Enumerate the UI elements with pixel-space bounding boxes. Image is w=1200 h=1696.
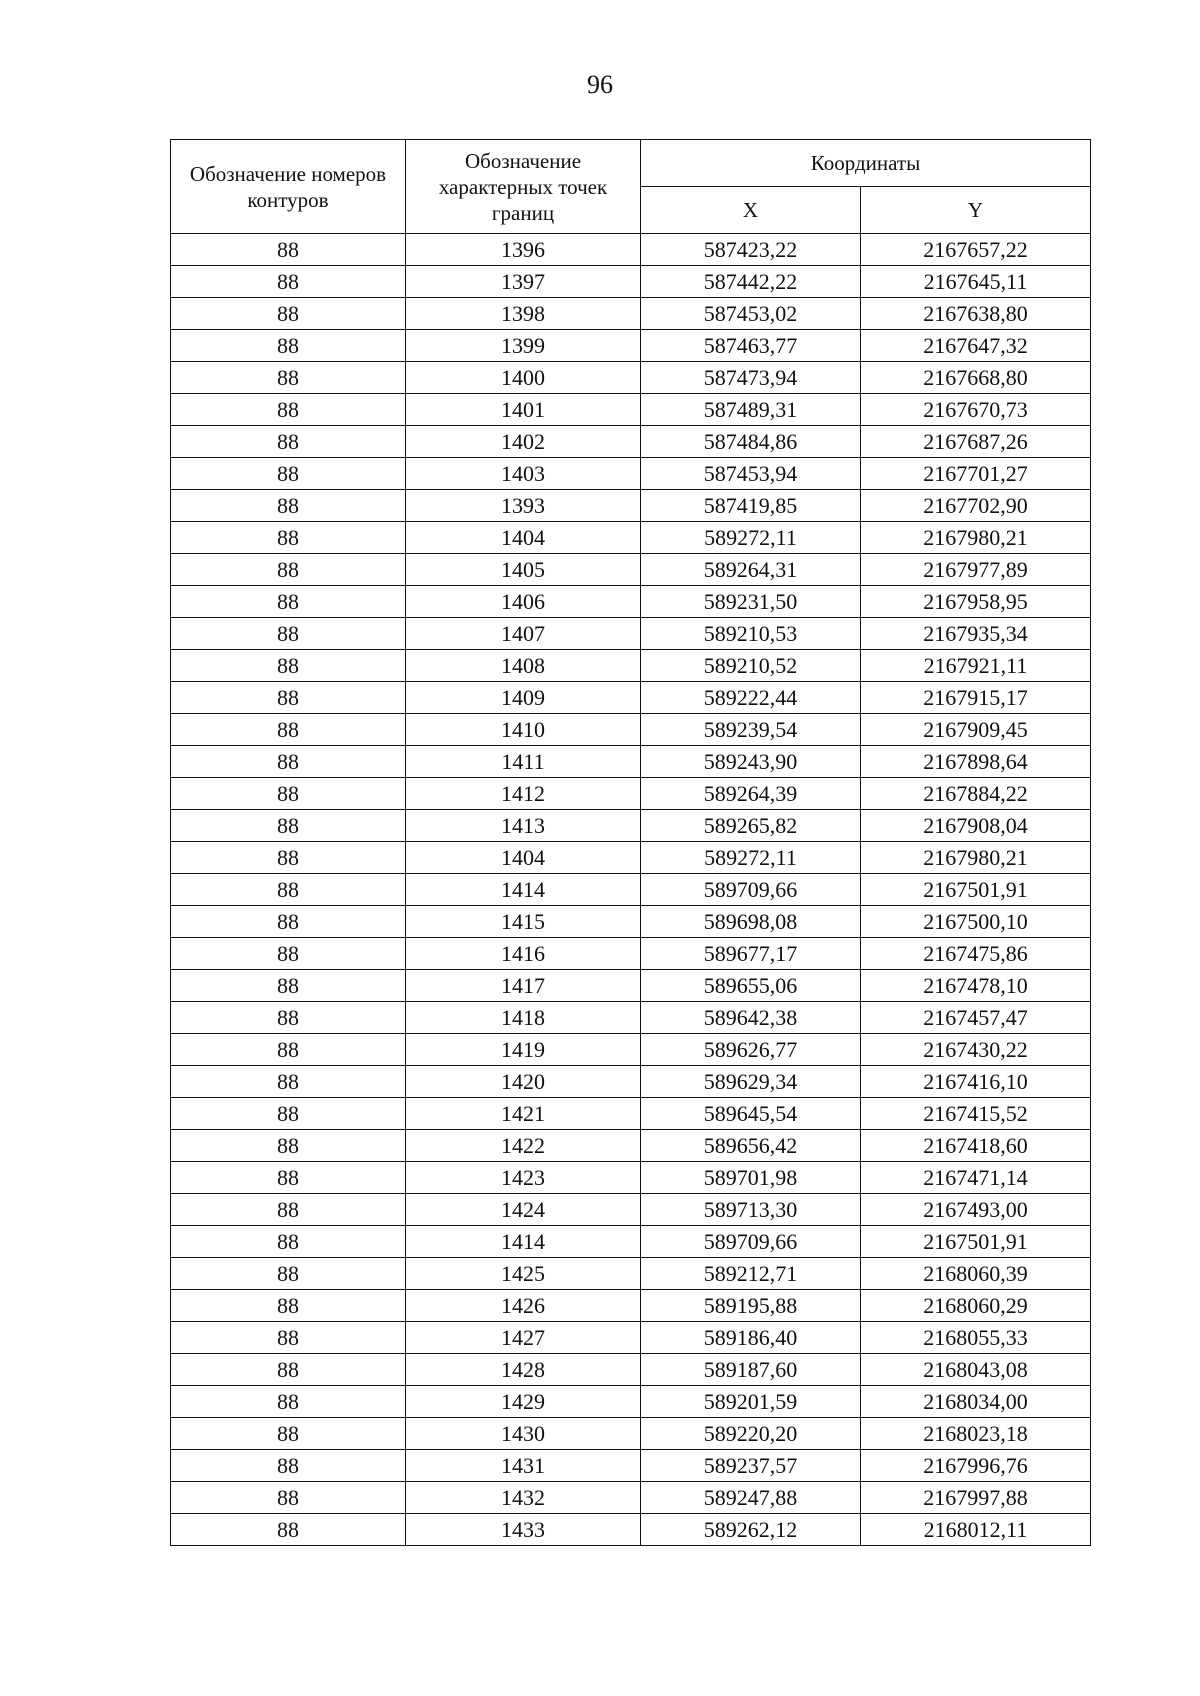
cell-contour-number: 88 xyxy=(171,1194,406,1226)
cell-y: 2167501,91 xyxy=(861,1226,1091,1258)
cell-y: 2167996,76 xyxy=(861,1450,1091,1482)
table-row xyxy=(171,1066,1091,1098)
cell-x: 589195,88 xyxy=(641,1290,861,1322)
cell-point-number: 1426 xyxy=(406,1290,641,1322)
cell-y: 2168034,00 xyxy=(861,1386,1091,1418)
cell-point-number: 1430 xyxy=(406,1418,641,1450)
table-body xyxy=(171,234,1091,1546)
table-row xyxy=(171,682,1091,714)
cell-x: 589642,38 xyxy=(641,1002,861,1034)
cell-y: 2167980,21 xyxy=(861,522,1091,554)
cell-point-number: 1432 xyxy=(406,1482,641,1514)
cell-contour-number: 88 xyxy=(171,970,406,1002)
cell-point-number: 1410 xyxy=(406,714,641,746)
table-row xyxy=(171,1194,1091,1226)
cell-y: 2167457,47 xyxy=(861,1002,1091,1034)
cell-point-number: 1411 xyxy=(406,746,641,778)
table-row xyxy=(171,1130,1091,1162)
table-row xyxy=(171,266,1091,298)
cell-point-number: 1423 xyxy=(406,1162,641,1194)
table-row xyxy=(171,330,1091,362)
cell-x: 589201,59 xyxy=(641,1386,861,1418)
cell-contour-number: 88 xyxy=(171,650,406,682)
cell-x: 589272,11 xyxy=(641,842,861,874)
cell-contour-number: 88 xyxy=(171,1514,406,1546)
cell-contour-number: 88 xyxy=(171,522,406,554)
cell-y: 2167647,32 xyxy=(861,330,1091,362)
cell-x: 589262,12 xyxy=(641,1514,861,1546)
table-row xyxy=(171,1290,1091,1322)
cell-contour-number: 88 xyxy=(171,1066,406,1098)
cell-y: 2167915,17 xyxy=(861,682,1091,714)
cell-x: 589264,39 xyxy=(641,778,861,810)
cell-point-number: 1433 xyxy=(406,1514,641,1546)
cell-contour-number: 88 xyxy=(171,1418,406,1450)
cell-x: 589655,06 xyxy=(641,970,861,1002)
cell-point-number: 1396 xyxy=(406,234,641,266)
cell-x: 589629,34 xyxy=(641,1066,861,1098)
cell-y: 2167701,27 xyxy=(861,458,1091,490)
cell-point-number: 1422 xyxy=(406,1130,641,1162)
cell-point-number: 1420 xyxy=(406,1066,641,1098)
cell-x: 589709,66 xyxy=(641,1226,861,1258)
table-row xyxy=(171,1514,1091,1546)
cell-point-number: 1397 xyxy=(406,266,641,298)
table-row xyxy=(171,1258,1091,1290)
cell-x: 589220,20 xyxy=(641,1418,861,1450)
cell-y: 2167884,22 xyxy=(861,778,1091,810)
table-row xyxy=(171,362,1091,394)
cell-contour-number: 88 xyxy=(171,1482,406,1514)
table-row xyxy=(171,522,1091,554)
cell-point-number: 1421 xyxy=(406,1098,641,1130)
cell-x: 589272,11 xyxy=(641,522,861,554)
table-row xyxy=(171,234,1091,266)
cell-x: 587423,22 xyxy=(641,234,861,266)
cell-point-number: 1405 xyxy=(406,554,641,586)
cell-x: 587489,31 xyxy=(641,394,861,426)
cell-point-number: 1414 xyxy=(406,1226,641,1258)
cell-x: 587463,77 xyxy=(641,330,861,362)
cell-x: 589210,52 xyxy=(641,650,861,682)
cell-y: 2168023,18 xyxy=(861,1418,1091,1450)
cell-point-number: 1424 xyxy=(406,1194,641,1226)
cell-contour-number: 88 xyxy=(171,1034,406,1066)
table-row xyxy=(171,618,1091,650)
table-row xyxy=(171,298,1091,330)
cell-y: 2167478,10 xyxy=(861,970,1091,1002)
table-row xyxy=(171,1162,1091,1194)
cell-contour-number: 88 xyxy=(171,298,406,330)
cell-contour-number: 88 xyxy=(171,586,406,618)
table-row xyxy=(171,906,1091,938)
cell-x: 589709,66 xyxy=(641,874,861,906)
cell-contour-number: 88 xyxy=(171,1162,406,1194)
cell-y: 2167909,45 xyxy=(861,714,1091,746)
cell-contour-number: 88 xyxy=(171,778,406,810)
cell-x: 589222,44 xyxy=(641,682,861,714)
cell-contour-number: 88 xyxy=(171,746,406,778)
cell-contour-number: 88 xyxy=(171,234,406,266)
cell-y: 2167475,86 xyxy=(861,938,1091,970)
header-y: Y xyxy=(861,187,1091,234)
cell-point-number: 1409 xyxy=(406,682,641,714)
cell-contour-number: 88 xyxy=(171,714,406,746)
cell-contour-number: 88 xyxy=(171,842,406,874)
cell-x: 589239,54 xyxy=(641,714,861,746)
cell-y: 2167415,52 xyxy=(861,1098,1091,1130)
cell-point-number: 1417 xyxy=(406,970,641,1002)
cell-y: 2168043,08 xyxy=(861,1354,1091,1386)
cell-x: 589677,17 xyxy=(641,938,861,970)
table-row xyxy=(171,650,1091,682)
cell-point-number: 1412 xyxy=(406,778,641,810)
cell-contour-number: 88 xyxy=(171,874,406,906)
cell-y: 2167668,80 xyxy=(861,362,1091,394)
cell-contour-number: 88 xyxy=(171,554,406,586)
table-row xyxy=(171,714,1091,746)
cell-point-number: 1393 xyxy=(406,490,641,522)
cell-contour-number: 88 xyxy=(171,490,406,522)
table-row xyxy=(171,810,1091,842)
cell-y: 2167418,60 xyxy=(861,1130,1091,1162)
cell-point-number: 1428 xyxy=(406,1354,641,1386)
cell-x: 589713,30 xyxy=(641,1194,861,1226)
page-number: 96 xyxy=(587,70,613,99)
table-row xyxy=(171,1418,1091,1450)
table-row xyxy=(171,1098,1091,1130)
cell-y: 2167980,21 xyxy=(861,842,1091,874)
cell-contour-number: 88 xyxy=(171,266,406,298)
cell-point-number: 1407 xyxy=(406,618,641,650)
table-row xyxy=(171,874,1091,906)
cell-x: 589264,31 xyxy=(641,554,861,586)
cell-y: 2167430,22 xyxy=(861,1034,1091,1066)
cell-y: 2167702,90 xyxy=(861,490,1091,522)
table-row xyxy=(171,554,1091,586)
cell-x: 589212,71 xyxy=(641,1258,861,1290)
cell-x: 589626,77 xyxy=(641,1034,861,1066)
cell-x: 589656,42 xyxy=(641,1130,861,1162)
table-row xyxy=(171,1450,1091,1482)
cell-x: 589231,50 xyxy=(641,586,861,618)
cell-contour-number: 88 xyxy=(171,362,406,394)
cell-y: 2167657,22 xyxy=(861,234,1091,266)
cell-point-number: 1404 xyxy=(406,522,641,554)
cell-contour-number: 88 xyxy=(171,1258,406,1290)
cell-point-number: 1413 xyxy=(406,810,641,842)
cell-y: 2167687,26 xyxy=(861,426,1091,458)
cell-x: 589186,40 xyxy=(641,1322,861,1354)
cell-point-number: 1400 xyxy=(406,362,641,394)
table-row xyxy=(171,426,1091,458)
cell-point-number: 1414 xyxy=(406,874,641,906)
table-row xyxy=(171,938,1091,970)
cell-x: 589210,53 xyxy=(641,618,861,650)
cell-point-number: 1427 xyxy=(406,1322,641,1354)
table-row xyxy=(171,1034,1091,1066)
cell-y: 2167977,89 xyxy=(861,554,1091,586)
cell-x: 589243,90 xyxy=(641,746,861,778)
cell-contour-number: 88 xyxy=(171,1098,406,1130)
cell-point-number: 1404 xyxy=(406,842,641,874)
cell-y: 2167898,64 xyxy=(861,746,1091,778)
cell-x: 587419,85 xyxy=(641,490,861,522)
cell-x: 589645,54 xyxy=(641,1098,861,1130)
header-x: X xyxy=(641,187,861,234)
cell-x: 589237,57 xyxy=(641,1450,861,1482)
cell-point-number: 1419 xyxy=(406,1034,641,1066)
cell-contour-number: 88 xyxy=(171,682,406,714)
cell-x: 589265,82 xyxy=(641,810,861,842)
table-row xyxy=(171,1002,1091,1034)
cell-x: 587453,94 xyxy=(641,458,861,490)
table-row xyxy=(171,1482,1091,1514)
table-row xyxy=(171,1322,1091,1354)
cell-x: 587442,22 xyxy=(641,266,861,298)
cell-contour-number: 88 xyxy=(171,426,406,458)
cell-y: 2167501,91 xyxy=(861,874,1091,906)
cell-point-number: 1415 xyxy=(406,906,641,938)
cell-y: 2167500,10 xyxy=(861,906,1091,938)
cell-x: 589247,88 xyxy=(641,1482,861,1514)
cell-y: 2167958,95 xyxy=(861,586,1091,618)
table-row xyxy=(171,586,1091,618)
cell-point-number: 1431 xyxy=(406,1450,641,1482)
cell-y: 2167921,11 xyxy=(861,650,1091,682)
cell-x: 587473,94 xyxy=(641,362,861,394)
cell-y: 2167471,14 xyxy=(861,1162,1091,1194)
cell-y: 2168012,11 xyxy=(861,1514,1091,1546)
cell-contour-number: 88 xyxy=(171,394,406,426)
cell-y: 2167416,10 xyxy=(861,1066,1091,1098)
cell-y: 2167638,80 xyxy=(861,298,1091,330)
cell-contour-number: 88 xyxy=(171,906,406,938)
table-header xyxy=(171,140,1091,234)
cell-contour-number: 88 xyxy=(171,1322,406,1354)
cell-y: 2167997,88 xyxy=(861,1482,1091,1514)
cell-point-number: 1402 xyxy=(406,426,641,458)
cell-point-number: 1418 xyxy=(406,1002,641,1034)
table-row xyxy=(171,1226,1091,1258)
table-row xyxy=(171,746,1091,778)
cell-point-number: 1399 xyxy=(406,330,641,362)
cell-point-number: 1416 xyxy=(406,938,641,970)
table-row xyxy=(171,490,1091,522)
table-row xyxy=(171,842,1091,874)
cell-contour-number: 88 xyxy=(171,1290,406,1322)
header-contour-number: Обозначение номеров контуров xyxy=(171,140,406,234)
cell-y: 2167670,73 xyxy=(861,394,1091,426)
header-point-number: Обозначение характерных точек границ xyxy=(406,140,641,234)
cell-y: 2167935,34 xyxy=(861,618,1091,650)
cell-point-number: 1401 xyxy=(406,394,641,426)
cell-x: 589698,08 xyxy=(641,906,861,938)
cell-y: 2168060,39 xyxy=(861,1258,1091,1290)
cell-point-number: 1403 xyxy=(406,458,641,490)
cell-point-number: 1406 xyxy=(406,586,641,618)
cell-y: 2168060,29 xyxy=(861,1290,1091,1322)
cell-contour-number: 88 xyxy=(171,1130,406,1162)
cell-point-number: 1398 xyxy=(406,298,641,330)
header-coordinates: Координаты xyxy=(641,140,1091,187)
table-row xyxy=(171,394,1091,426)
table-row xyxy=(171,778,1091,810)
table-row xyxy=(171,458,1091,490)
cell-point-number: 1429 xyxy=(406,1386,641,1418)
cell-y: 2168055,33 xyxy=(861,1322,1091,1354)
cell-contour-number: 88 xyxy=(171,1354,406,1386)
table-row xyxy=(171,1354,1091,1386)
cell-contour-number: 88 xyxy=(171,1226,406,1258)
cell-y: 2167908,04 xyxy=(861,810,1091,842)
table-row xyxy=(171,1386,1091,1418)
cell-contour-number: 88 xyxy=(171,330,406,362)
cell-y: 2167645,11 xyxy=(861,266,1091,298)
cell-point-number: 1425 xyxy=(406,1258,641,1290)
cell-contour-number: 88 xyxy=(171,810,406,842)
coordinates-table xyxy=(170,139,1091,1546)
cell-x: 587453,02 xyxy=(641,298,861,330)
cell-contour-number: 88 xyxy=(171,938,406,970)
cell-contour-number: 88 xyxy=(171,458,406,490)
cell-contour-number: 88 xyxy=(171,618,406,650)
cell-contour-number: 88 xyxy=(171,1450,406,1482)
cell-x: 587484,86 xyxy=(641,426,861,458)
cell-contour-number: 88 xyxy=(171,1386,406,1418)
table-row xyxy=(171,970,1091,1002)
cell-point-number: 1408 xyxy=(406,650,641,682)
cell-contour-number: 88 xyxy=(171,1002,406,1034)
cell-x: 589187,60 xyxy=(641,1354,861,1386)
cell-y: 2167493,00 xyxy=(861,1194,1091,1226)
cell-x: 589701,98 xyxy=(641,1162,861,1194)
